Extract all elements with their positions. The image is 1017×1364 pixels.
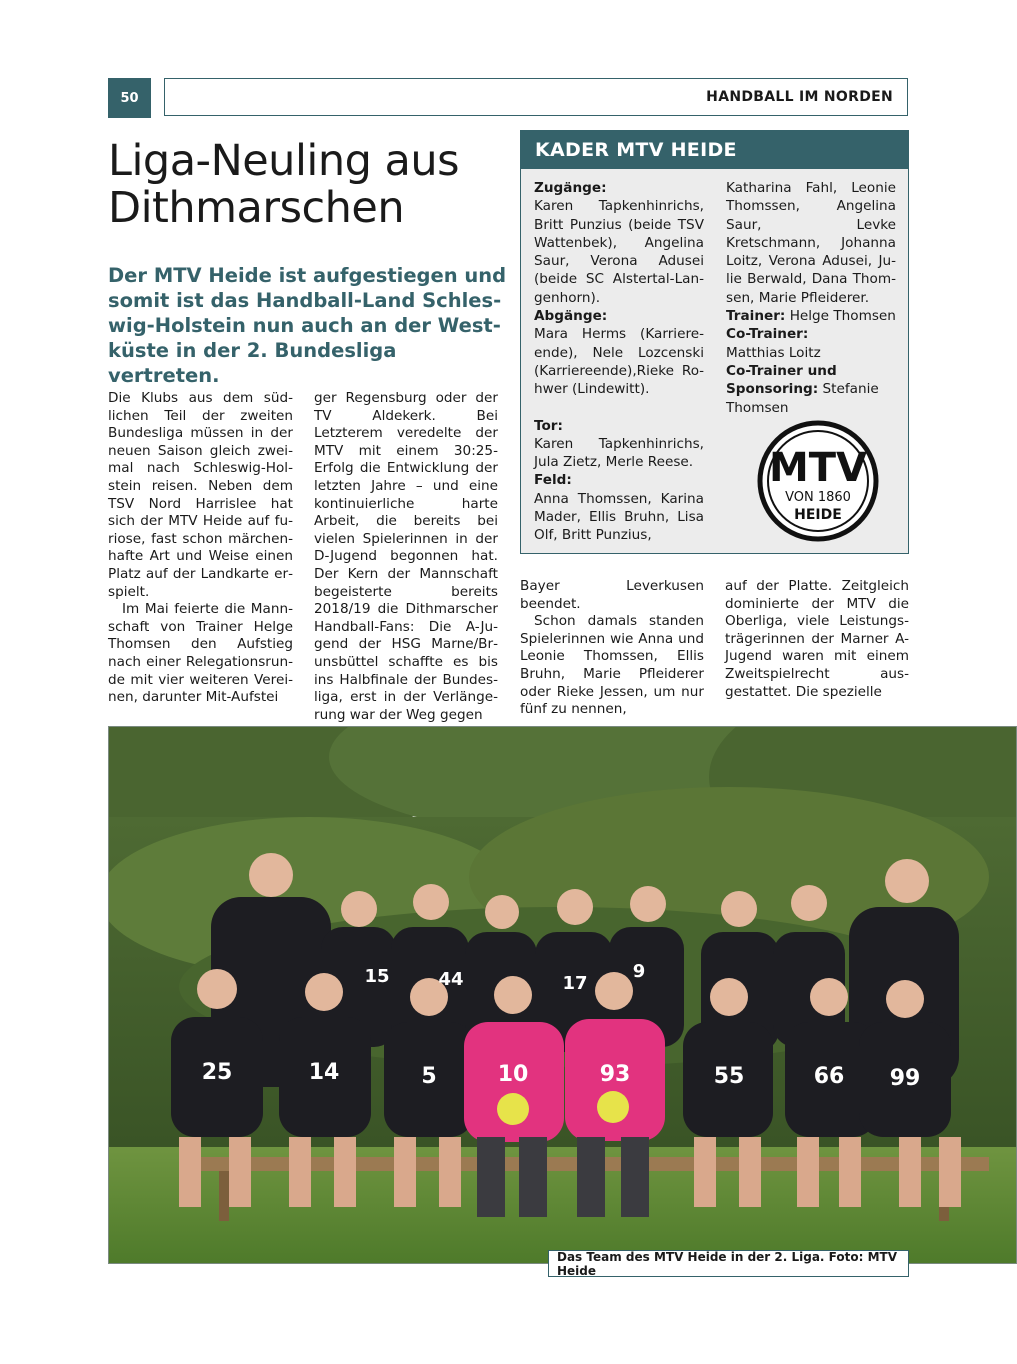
- feld-text-left: Anna Thomssen, Karina Mader, Ellis Bruhn, Lisa Olf, Britt Punzius,: [534, 490, 704, 544]
- section-title-bar: [164, 78, 908, 116]
- kader-info-box: [520, 130, 909, 554]
- article-headline: [108, 138, 508, 232]
- jersey-number: 66: [813, 1064, 845, 1089]
- headline-line-2: Dithmarschen: [108, 183, 405, 233]
- cotrainer-sponsoring-label: Co-Trainer und Sponsoring:: [726, 362, 837, 398]
- photo-caption: Das Team des MTV Heide in der 2. Liga. Foto: MTV Heide: [548, 1250, 909, 1277]
- body-column-2: [314, 390, 498, 724]
- zugaenge-text: Karen Tapkenhinrichs, Britt Punzius (beide TSV Wattenbek), Angelina Saur, Verona Adusei (beide SC Alstertal-Langenhorn).: [534, 198, 704, 306]
- body-paragraph: Im Mai feierte die Mannschaft von Trainer Helge Thomsen den Aufstieg nach einer Relegationsrunde mit vier weiteren Vereinen, darunter Mit-Aufstei: [108, 601, 293, 706]
- tor-text: Karen Tapkenhinrichs, Jula Zietz, Merle Reese.: [534, 435, 704, 471]
- trainer-text: Helge Thomsen: [789, 308, 896, 325]
- logo-text-bottom: HEIDE: [794, 507, 842, 523]
- tor-label: Tor:: [534, 417, 563, 434]
- body-column-3: [520, 578, 704, 719]
- cotrainer-label: Co-Trainer:: [726, 326, 809, 343]
- article-lead: Der MTV Heide ist aufgestiegen und somit ist das Handball-Land Schleswig-Holstein nun auch an der Westküste in der 2. Bundesliga vertreten.: [108, 264, 507, 387]
- jersey-number: 9: [632, 961, 646, 982]
- feld-label: Feld:: [534, 472, 572, 489]
- abgaenge-text: Mara Herms (Karriereende), Nele Lozcenski (Karriereende),Rieke Rohwer (Lindewitt).: [534, 326, 704, 398]
- body-paragraph: auf der Platte. Zeitgleich dominierte der MTV die Oberliga, viele Leistungsträgerinnen der Marner A-Jugend waren mit einem Zweitspielrecht ausgestattet. Die spezielle: [725, 578, 909, 700]
- body-paragraph: Bayer Leverkusen beendet.: [520, 578, 704, 612]
- logo-text-mid: VON 1860: [785, 490, 851, 505]
- feld-text-right: Katharina Fahl, Leonie Thomssen, Angelina Saur, Levke Kretschmann, Johanna Loitz, Verona Adusei, Julie Berwald, Dana Thomsen, Marie Pfleiderer.: [726, 180, 896, 306]
- body-paragraph: Schon damals standen Spielerinnen wie Anna und Leonie Thomssen, Ellis Bruhn, Marie Pfleiderer oder Rieke Jessen, um nur fünf zu nennen,: [520, 613, 704, 718]
- jersey-number: 99: [889, 1066, 921, 1091]
- cotrainer-sponsoring-text: Stefanie Thomsen: [726, 381, 879, 416]
- trainer-label: Trainer:: [726, 308, 786, 325]
- body-column-4: [725, 578, 909, 701]
- headline-line-1: Liga-Neuling aus: [108, 136, 460, 186]
- jersey-number: 14: [308, 1060, 340, 1085]
- jersey-number: 10: [497, 1062, 529, 1087]
- jersey-number: 25: [201, 1060, 233, 1085]
- logo-text-top: MTV: [768, 445, 868, 491]
- kader-column-right: [726, 179, 896, 417]
- abgaenge-label: Abgänge:: [534, 308, 608, 325]
- kader-title: KADER MTV HEIDE: [521, 131, 908, 169]
- body-column-1: [108, 390, 293, 707]
- kader-column-left: [534, 179, 704, 545]
- jersey-number: 93: [599, 1062, 631, 1087]
- jersey-number: 17: [562, 973, 588, 994]
- section-title: HANDBALL IM NORDEN: [706, 89, 893, 105]
- jersey-number: 15: [364, 966, 390, 987]
- page-number: 50: [108, 78, 151, 118]
- jersey-number: 55: [713, 1064, 745, 1089]
- team-photo: [108, 726, 1017, 1264]
- zugaenge-label: Zugänge:: [534, 180, 607, 196]
- body-paragraph: ger Regensburg oder der TV Aldekerk. Bei Letzterem veredelte der MTV mit einem 30:25-Erfolg die Entwicklung der letzten Jahre – und eine kontinuierliche harte Arbeit, die bereits bei vielen Spielerinnen in der D-Jugend begonnen hat. Der Kern der Mannschaft begeisterte bereits 2018/19 die Dithmarscher Handball-Fans: Die A-Jugend der HSG Marne/Brunsbüttel schaffte es bis ins Halbfinale der Bundesliga, erst in der Verlängerung war der Weg gegen: [314, 390, 498, 723]
- cotrainer-text: Matthias Loitz: [726, 344, 821, 361]
- team-photo-icon: [109, 727, 1017, 1264]
- body-paragraph: Die Klubs aus dem südlichen Teil der zweiten Bundesliga müssen in der neuen Saison gleich zweimal nach Schleswig-Holstein reisen. Neben dem TSV Nord Harrislee hat sich der MTV Heide auf furiose, fast schon märchenhafte Art und Weise einen Platz auf der Landkarte erspielt.: [108, 390, 293, 600]
- jersey-number: 44: [438, 969, 464, 990]
- mtv-heide-logo-icon: [756, 419, 880, 543]
- jersey-number: 5: [421, 1064, 437, 1089]
